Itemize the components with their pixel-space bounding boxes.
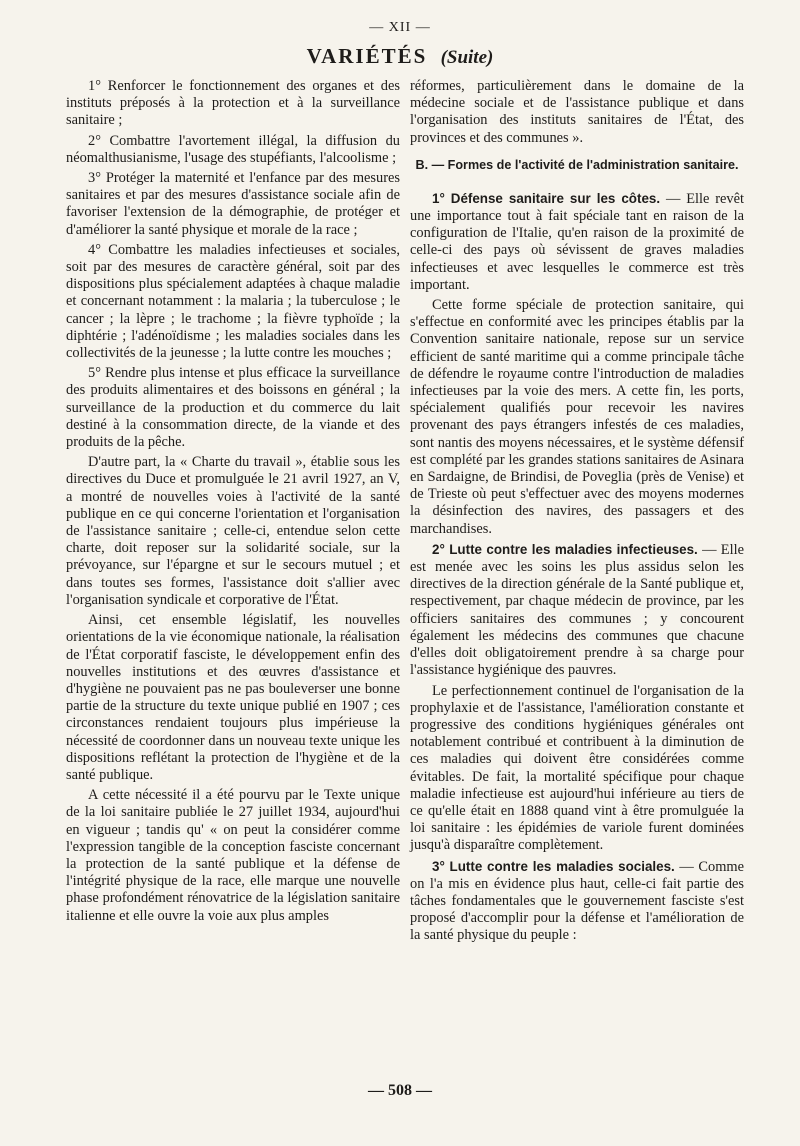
- paragraph: A cette nécessité il a été pourvu par le Texte unique de la loi sanitaire publiée le 27 juillet 1934, aujourd'hui en vigueur ; tandis qu' « on peut la considérer comme l'expression tangible de la conception fasciste concernant la protection de la santé publique et la défense de l'intégrité physique de la race, elle marque une nouvelle phase profondément rénovatrice de la législation sanitaire italienne et elle ouvre la voie aux plus amples: [66, 787, 400, 924]
- right-column: [410, 78, 744, 948]
- paragraph: Cette forme spéciale de protection sanitaire, qui s'effectue en conformité avec les principes établis par la Convention sanitaire nationale, repose sur un service efficient de santé maritime qui a comme principale tâche de défendre le royaume contre l'introduction de maladies infectieuses par la voie des mers. A cette fin, les ports, spécialement qualifiés pour recevoir les navires provenant des pays étrangers infestés de ces maladies, sont nantis des moyens nécessaires, et le système défensif est complété par les grandes stations sanitaires de Asinara en Sardaigne, de Brindisi, de Poveglia (près de Venise) et de Trieste où peut s'effectuer avec des moyens modernes la désinfection des navires, des passagers et des marchandises.: [410, 297, 744, 537]
- section-heading-b: B. — Formes de l'activité de l'administration sanitaire.: [415, 157, 739, 172]
- paragraph-text: — Elle est menée avec les soins les plus assidus selon les directives de la direction générale de la Santé publique et, respectivement, par chaque médecin de province, par les officiers sanitaires des communes ; y concourent également les médecins des communes que chacune d'elles doit obligatoirement prendre à sa charge pour l'assistance hygiénique des pauvres.: [410, 541, 744, 679]
- section-title: VARIÉTÉS: [306, 44, 428, 68]
- paragraph: [410, 190, 744, 294]
- paragraph: [410, 541, 744, 680]
- subsection-title-coastal-defense: 1° Défense sanitaire sur les côtes.: [432, 190, 661, 206]
- roman-page-number: — XII —: [369, 20, 431, 35]
- paragraph: D'autre part, la « Charte du travail », établie sous les directives du Duce et promulguée le 21 avril 1927, an V, a montré de nouvelles voies à l'activité de la santé publique en ce qui concerne l'orientation et l'organisation de l'assistance sanitaire ; celle-ci, entendue selon cette charte, doit reposer sur la solidarité sociale, sur la prévoyance, sur l'épargne et sur le secours mutuel ; et dans toutes ses formes, l'assistance doit s'allier avec l'organisation syndicale et corporative de l'État.: [66, 454, 400, 608]
- paragraph-text: — Elle revêt une importance tout à fait spéciale tant en raison de la configuration de l'Italie, qu'en raison de la proximité de celle-ci des pays où sévissent de graves maladies infectieuses et avec lesquelles le commerce est très important.: [410, 190, 744, 293]
- paragraph: 4° Combattre les maladies infectieuses et sociales, soit par des mesures de caractère général, soit par des dispositions plus spécialement adaptées à chaque maladie et concernant notamment : la malaria ; la tuberculose ; le cancer ; la lèpre ; le trachome ; la fièvre typhoïde ; la diphtérie ; l'adénoïdisme ; les maladies sociales dans les collectivités de la jeunesse ; la lutte contre les mouches ;: [66, 241, 400, 362]
- paragraph: 5° Rendre plus intense et plus efficace la surveillance des produits alimentaires et des boissons en général ; la surveillance de la production et du commerce du lait destiné à la consommation directe, de la viande et des produits de la pêche.: [66, 365, 400, 451]
- subsection-title-social-diseases: 3° Lutte contre les maladies sociales.: [432, 858, 675, 874]
- paragraph: Ainsi, cet ensemble législatif, les nouvelles orientations de la vie économique nationale, la réalisation de l'État corporatif fasciste, le développement enfin des nouvelles institutions et des œuvres d'assistance et d'hygiène ne pouvaient pas ne pas bouleverser une bonne partie de la structure du texte unique publié en 1907 ; ces circonstances rendaient toujours plus impérieuse la nécessité de coordonner dans un nouveau texte unique les dispositions reflétant la protection de l'hygiène et de la santé publique.: [66, 612, 400, 783]
- paragraph: Le perfectionnement continuel de l'organisation de la prophylaxie et de l'assistance, l'amélioration constante et progressive des conditions hygiéniques générales ont notablement contribué et contribuent à la diminution de ces maladies qui doivent être considérées comme évitables. De fait, la mortalité spécifique pour chaque maladie infectieuse est aujourd'hui inférieure au tiers de ce qu'elle était en 1888 quand vint à être promulguée la loi sanitaire : les épidémies de variole furent dominées jusqu'à disparaître complètement.: [410, 682, 744, 854]
- page-number: — 508 —: [368, 1082, 432, 1099]
- section-title-suffix: (Suite): [440, 47, 494, 68]
- paragraph-continuation: réformes, particulièrement dans le domaine de la médecine sociale et de l'assistance publique et dans l'organisation des instituts sanitaires de l'État, des provinces et des communes ».: [410, 78, 744, 146]
- paragraph-text: — Comme on l'a mis en évidence plus haut, celle-ci fait partie des tâches fondamentales que le gouvernement fasciste s'est proposé d'accomplir pour la défense et l'amélioration de la santé physique du peuple :: [410, 858, 744, 944]
- left-column: [66, 78, 400, 928]
- paragraph: [410, 858, 744, 945]
- paragraph: 2° Combattre l'avortement illégal, la diffusion du néomalthusianisme, l'usage des stupéfiants, l'alcoolisme ;: [66, 132, 400, 166]
- subsection-title-infectious-diseases: 2° Lutte contre les maladies infectieuses.: [432, 541, 698, 557]
- paragraph: 1° Renforcer le fonctionnement des organes et des instituts préposés à la protection et à la surveillance sanitaire ;: [66, 78, 400, 129]
- running-title: [0, 44, 800, 69]
- paragraph: 3° Protéger la maternité et l'enfance par des mesures sanitaires et par des mesures d'assistance sociale afin de favoriser l'extension de la démographie, de protéger et d'améliorer la santé physique et morale de la race ;: [66, 170, 400, 238]
